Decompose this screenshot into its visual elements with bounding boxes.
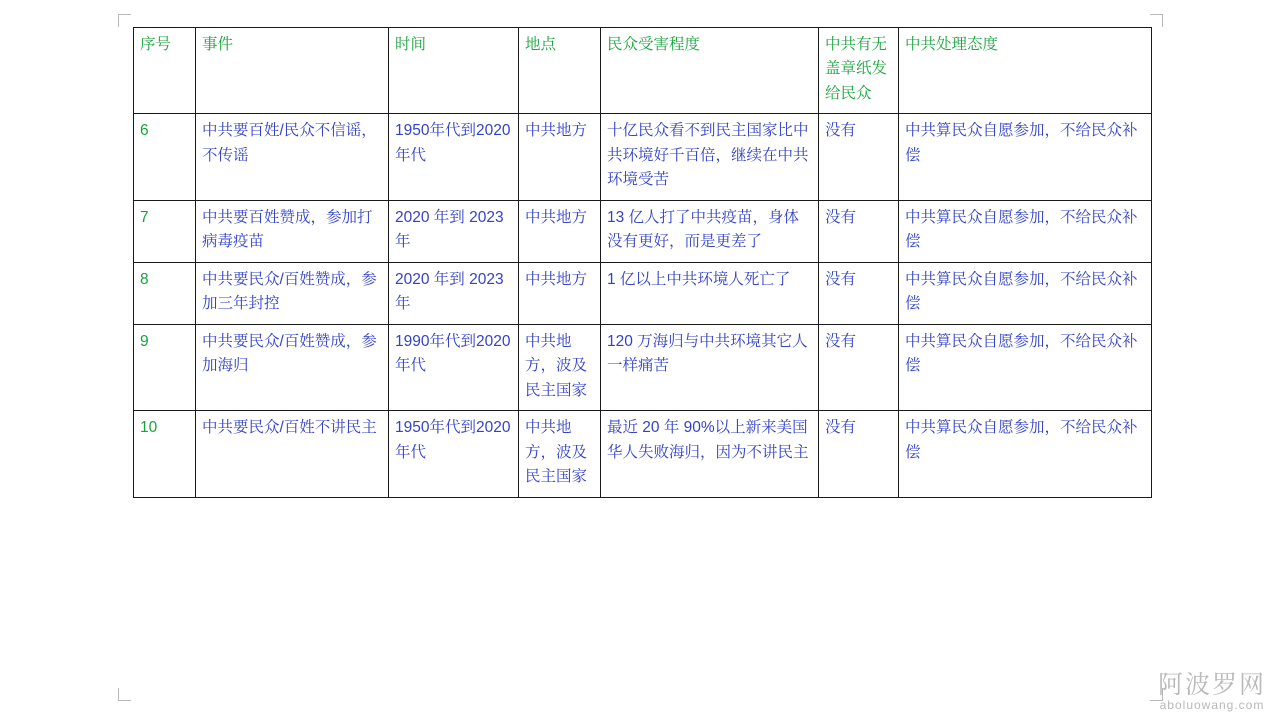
cell-time: 1990年代到2020 年代: [389, 324, 519, 410]
cell-attitude: 中共算民众自愿参加，不给民众补偿: [899, 200, 1152, 262]
cell-event: 中共要民众/百姓赞成，参加三年封控: [196, 262, 389, 324]
cell-attitude: 中共算民众自愿参加，不给民众补偿: [899, 324, 1152, 410]
cell-seq: 8: [134, 262, 196, 324]
page-corner-bottom-left: [118, 688, 131, 701]
cell-time: 1950年代到2020 年代: [389, 114, 519, 200]
cell-place: 中共地方: [519, 262, 601, 324]
table-row: [134, 114, 1152, 200]
cell-seq: 6: [134, 114, 196, 200]
cell-harm: 13 亿人打了中共疫苗，身体没有更好，而是更差了: [601, 200, 819, 262]
watermark-sub-text: aboluowang.com: [1159, 698, 1265, 712]
page-corner-top-right: [1150, 14, 1163, 27]
header-cell-event: 事件: [196, 28, 389, 114]
header-cell-time: 时间: [389, 28, 519, 114]
cell-paper: 没有: [819, 114, 899, 200]
header-cell-harm: 民众受害程度: [601, 28, 819, 114]
cell-event: 中共要百姓赞成，参加打病毒疫苗: [196, 200, 389, 262]
cell-paper: 没有: [819, 200, 899, 262]
cell-paper: 没有: [819, 411, 899, 497]
header-cell-seq: 序号: [134, 28, 196, 114]
cell-attitude: 中共算民众自愿参加，不给民众补偿: [899, 262, 1152, 324]
cell-seq: 9: [134, 324, 196, 410]
cell-seq: 7: [134, 200, 196, 262]
cell-harm: 1 亿以上中共环境人死亡了: [601, 262, 819, 324]
cell-time: 1950年代到2020 年代: [389, 411, 519, 497]
page-corner-top-left: [118, 14, 131, 27]
cell-place: 中共地方，波及民主国家: [519, 411, 601, 497]
cell-harm: 120 万海归与中共环境其它人一样痛苦: [601, 324, 819, 410]
cell-harm: 十亿民众看不到民主国家比中共环境好千百倍，继续在中共环境受苦: [601, 114, 819, 200]
header-cell-attitude: 中共处理态度: [899, 28, 1152, 114]
table-row: [134, 324, 1152, 410]
table-header-row: [134, 28, 1152, 114]
cell-harm: 最近 20 年 90%以上新来美国华人失败海归，因为不讲民主: [601, 411, 819, 497]
events-table: [133, 27, 1152, 498]
cell-place: 中共地方: [519, 200, 601, 262]
header-cell-place: 地点: [519, 28, 601, 114]
cell-event: 中共要百姓/民众不信谣，不传谣: [196, 114, 389, 200]
cell-event: 中共要民众/百姓赞成，参加海归: [196, 324, 389, 410]
table-row: [134, 200, 1152, 262]
cell-event: 中共要民众/百姓不讲民主: [196, 411, 389, 497]
watermark: [1158, 671, 1266, 713]
cell-attitude: 中共算民众自愿参加，不给民众补偿: [899, 114, 1152, 200]
cell-time: 2020 年到 2023 年: [389, 262, 519, 324]
cell-place: 中共地方: [519, 114, 601, 200]
cell-attitude: 中共算民众自愿参加，不给民众补偿: [899, 411, 1152, 497]
header-cell-paper: 中共有无盖章纸发给民众: [819, 28, 899, 114]
table-row: [134, 262, 1152, 324]
cell-paper: 没有: [819, 262, 899, 324]
cell-place: 中共地方，波及民主国家: [519, 324, 601, 410]
cell-paper: 没有: [819, 324, 899, 410]
cell-seq: 10: [134, 411, 196, 497]
table-row: [134, 411, 1152, 497]
watermark-main-text: 阿波罗网: [1157, 669, 1266, 699]
cell-time: 2020 年到 2023 年: [389, 200, 519, 262]
